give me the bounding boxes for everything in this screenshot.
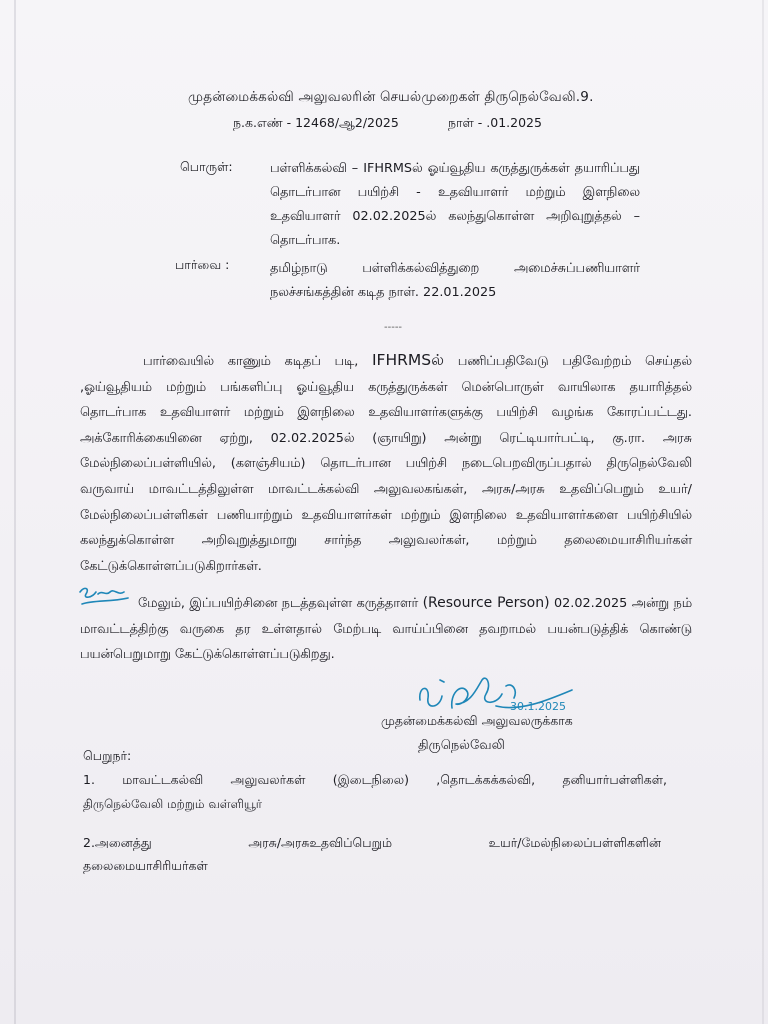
subject-text: பள்ளிக்கல்வி – IFHRMSல் ஓய்வூதிய கருத்துருக்கள் தயாரிப்பது தொடர்பான பயிற்சி - உதவியாளர் மற்றும் இளநிலை உதவியாளர் 02.02.2025ல் கலந்துகொள்ள அறிவுறுத்தல் – தொடர்பாக. [270,161,640,248]
letter-date: நாள் - .01.2025 [448,115,542,130]
recipient-2-word: 2.அனைத்து [83,835,152,850]
recipient-item-1 [83,772,667,789]
recipient-item-2 [83,835,661,852]
recipient-item-1-continued: திருநெல்வேலி மற்றும் வள்ளியூர் [83,797,263,811]
reference-number: ந.க.எண் - 12468/ஆ2/2025 [233,115,399,130]
section-separator: ----- [384,322,403,333]
recipient-1-word: தனியார்பள்ளிகள், [562,772,667,787]
signatory-place: திருநெல்வேலி [418,738,505,753]
recipient-1-word: அலுவலர்கள் [230,772,306,787]
page-edge-shadow [14,0,16,1024]
margin-handwritten-note [76,582,136,612]
page-edge-shadow-right [762,0,764,1024]
signature-date: 30.1.2025 [510,700,566,713]
para1-system-name: IFHRMSல் [371,351,444,369]
para2-content: 02.02.2025 அன்று நம் மாவட்டத்திற்கு வருகை தர உள்ளதால் மேற்படி வாய்ப்பினை தவறாமல் பயன்படுத்திக் கொண்டு பயன்பெறுமாறு கேட்டுக்கொள்ளப்படுகிறது. [80,596,693,663]
para1-intro: பார்வையில் காணும் கடிதப் படி, [143,354,372,369]
recipients-label: பெறுநர்: [83,748,132,763]
body-paragraph-2 [80,591,692,668]
reference-text: தமிழ்நாடு பள்ளிக்கல்வித்துறை அமைச்சுப்பணியாளர் நலச்சங்கத்தின் கடித நாள். 22.01.2025 [270,261,640,300]
office-title: முதன்மைக்கல்வி அலுவலரின் செயல்முறைகள் திருநெல்வேலி.9. [188,89,594,105]
recipient-1-number: 1. [83,772,95,787]
para1-content: பணிப்பதிவேடு பதிவேற்றம் செய்தல் ,ஓய்வூதியம் மற்றும் பங்களிப்பு ஓய்வூதிய கருத்துருக்கள் மென்பொருள் வாயிலாக தயாரித்தல் தொடர்பாக உதவியாளர் மற்றும் இளநிலை உதவியாளர்களுக்கு பயிற்சி வழங்க கோரப்பட்டது. அக்கோரிக்கையினை ஏற்று, 02.02.2025ல் (ஞாயிறு) அன்று ரெட்டியார்பட்டி, கு.ரா. அரசு மேல்நிலைப்பள்ளியில், (களஞ்சியம்) தொடர்பான பயிற்சி நடைபெறவிருப்பதால் திருநெல்வேலி வருவாய் மாவட்டத்திலுள்ள மாவட்டக்கல்வி அலுவலகங்கள், அரசு/அரசு உதவிப்பெறும் உயர்/மேல்நிலைப்பள்ளிகள் பணியாற்றும் உதவியாளர்கள் மற்றும் இளநிலை உதவியாளர்களை பயிற்சியில் கலந்துக்கொள்ள அறிவுறுத்துமாறு சார்ந்த அலுவலர்கள், மற்றும் தலைமையாசிரியர்கள் கேட்டுக்கொள்ளப்படுகிறார்கள். [80,354,692,574]
para2-resource-person: (Resource Person) [422,595,550,611]
recipient-item-2-continued: தலைமையாசிரியர்கள் [83,858,208,873]
recipient-1-word: ,தொடக்கக்கல்வி, [436,772,536,787]
recipient-2-word: அரசு/அரசுஉதவிப்பெறும் [248,835,393,850]
recipient-1-word: (இடைநிலை) [332,772,409,787]
recipient-1-word: மாவட்டகல்வி [122,772,204,787]
signatory-designation: முதன்மைக்கல்வி அலுவலருக்காக [381,713,573,728]
body-paragraph-1 [80,348,692,579]
para2-intro: மேலும், இப்பயிற்சினை நடத்தவுள்ள கருத்தாளர் [138,596,423,611]
reference-label: பார்வை : [175,257,230,272]
subject-label: பொருள்: [180,159,233,174]
recipient-2-word: உயர்/மேல்நிலைப்பள்ளிகளின் [488,835,661,850]
